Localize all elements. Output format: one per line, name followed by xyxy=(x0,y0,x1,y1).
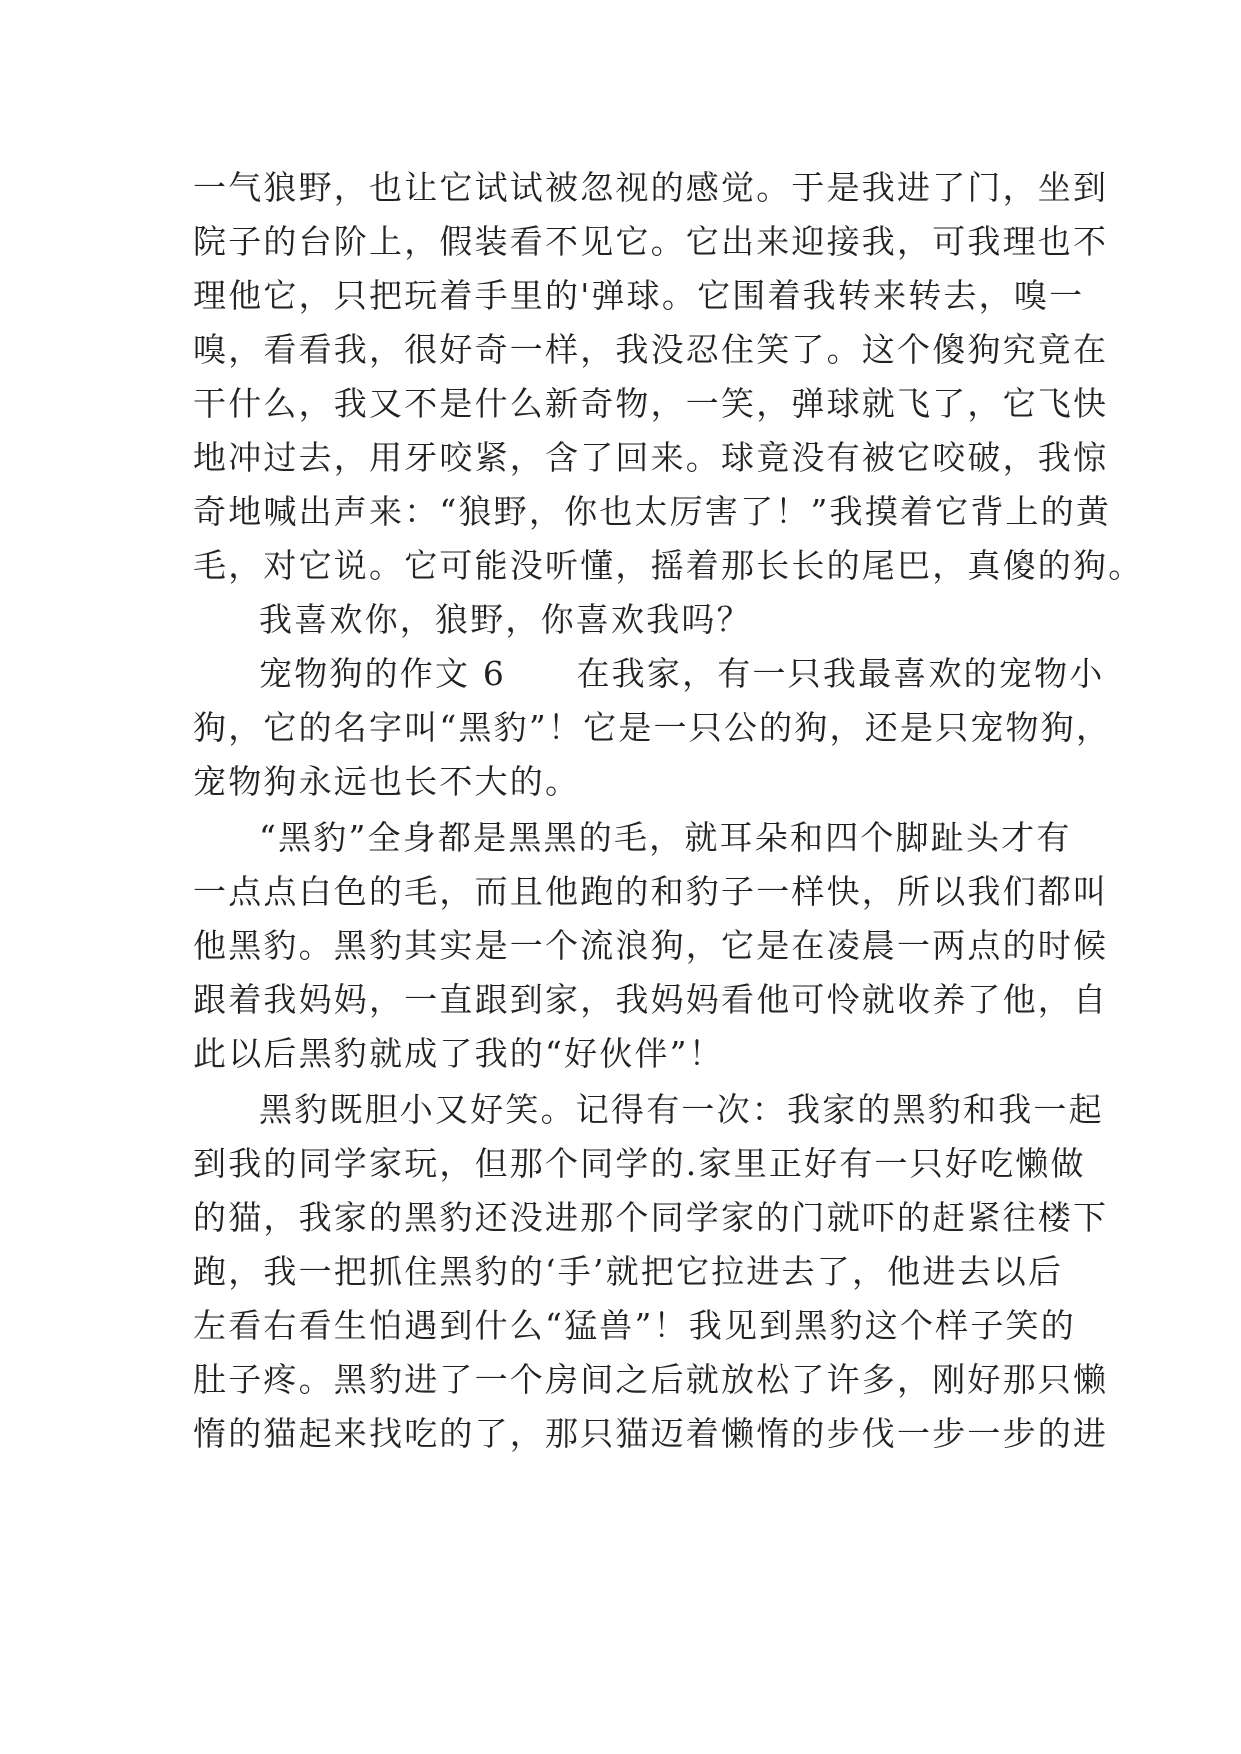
paragraph-first-line: “黑豹”全身都是黑黑的毛，就耳朵和四个脚趾头才有 xyxy=(259,818,1072,857)
text-line: 跟着我妈妈，一直跟到家，我妈妈看他可怜就收养了他，自 xyxy=(193,980,1109,1019)
paragraph-first-line: 我喜欢你，狼野，你喜欢我吗？ xyxy=(259,600,752,639)
text-line: 惰的猫起来找吃的了，那只猫迈着懒惰的步伐一步一步的进 xyxy=(193,1414,1109,1453)
text-line: 此以后黑豹就成了我的“好伙伴”！ xyxy=(193,1034,724,1073)
paragraph-first-line: 黑豹既胆小又好笑。记得有一次：我家的黑豹和我一起 xyxy=(259,1090,1104,1129)
text-line: 干什么，我又不是什么新奇物，一笑，弹球就飞了，它飞快 xyxy=(193,384,1109,423)
text-line: 肚子疼。黑豹进了一个房间之后就放松了许多，刚好那只懒 xyxy=(193,1360,1109,1399)
text-line: 左看右看生怕遇到什么“猛兽”！我见到黑豹这个样子笑的 xyxy=(193,1306,1076,1345)
text-line: 他黑豹。黑豹其实是一个流浪狗，它是在凌晨一两点的时候 xyxy=(193,926,1109,965)
text-line: 到我的同学家玩，但那个同学的.家里正好有一只好吃懒做 xyxy=(193,1144,1086,1183)
text-line: 跑，我一把抓住黑豹的‘手’就把它拉进去了，他进去以后 xyxy=(193,1252,1064,1291)
text-line: 毛，对它说。它可能没听懂，摇着那长长的尾巴，真傻的狗。 xyxy=(193,546,1144,585)
text-line: 一气狼野，也让它试试被忽视的感觉。于是我进了门，坐到 xyxy=(193,168,1109,207)
text-line: 狗，它的名字叫“黑豹”！它是一只公的狗，还是只宠物狗， xyxy=(193,708,1112,747)
section-heading-line: 宠物狗的作文 6 在我家，有一只我最喜欢的宠物小 xyxy=(259,654,1105,693)
text-line: 嗅，看看我，很好奇一样，我没忍住笑了。这个傻狗究竟在 xyxy=(193,330,1109,369)
text-line: 一点点白色的毛，而且他跑的和豹子一样快，所以我们都叫 xyxy=(193,872,1109,911)
text-line: 宠物狗永远也长不大的。 xyxy=(193,762,581,801)
text-line: 地冲过去，用牙咬紧，含了回来。球竟没有被它咬破，我惊 xyxy=(193,438,1109,477)
text-line: 的猫，我家的黑豹还没进那个同学家的门就吓的赶紧往楼下 xyxy=(193,1198,1109,1237)
text-line: 奇地喊出声来：“狼野，你也太厉害了！”我摸着它背上的黄 xyxy=(193,492,1112,531)
text-line: 理他它，只把玩着手里的'弹球。它围着我转来转去，嗅一 xyxy=(193,276,1085,315)
text-line: 院子的台阶上，假装看不见它。它出来迎接我，可我理也不 xyxy=(193,222,1109,261)
